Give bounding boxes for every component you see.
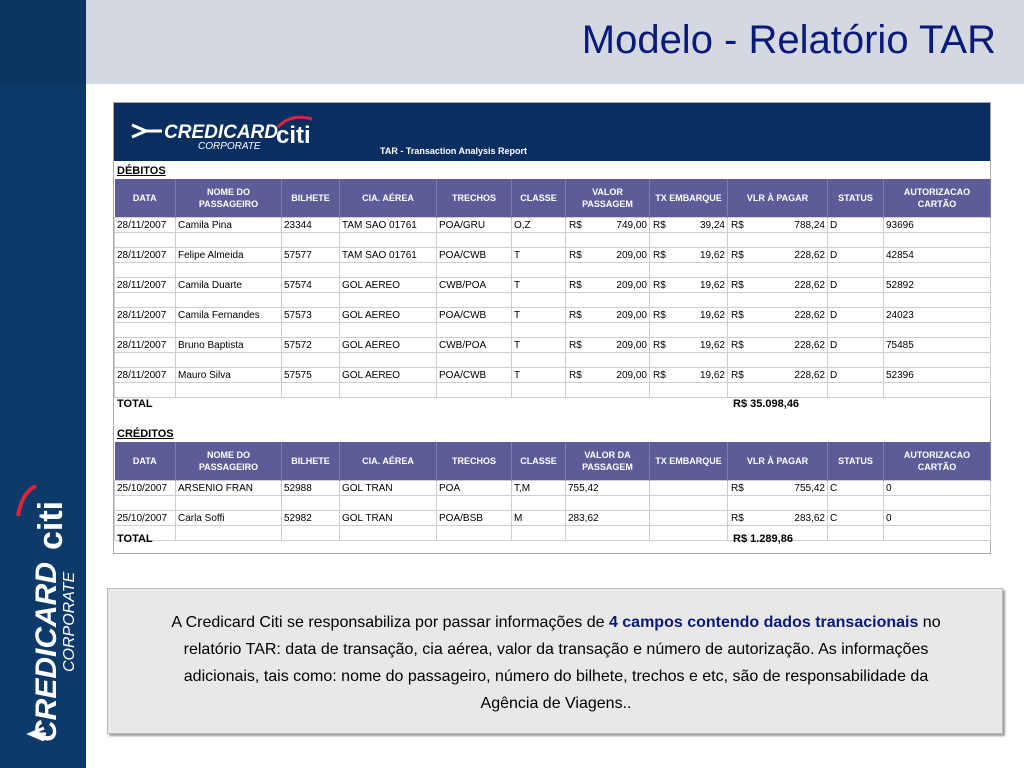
table-row	[115, 338, 991, 353]
empty-cell	[566, 233, 650, 248]
cell-bilhete: 57577	[282, 248, 340, 263]
amount: 228,62	[794, 339, 825, 351]
cell-data: 25/10/2007	[115, 511, 176, 526]
cell-bilhete: 52982	[282, 511, 340, 526]
empty-cell	[115, 353, 176, 368]
spacer-row	[115, 293, 991, 308]
empty-cell	[828, 233, 884, 248]
column-header: NOME DO PASSAGEIRO	[176, 179, 282, 218]
debitos-table	[114, 179, 991, 398]
empty-cell	[828, 383, 884, 398]
cell-aut: 24023	[884, 308, 991, 323]
cell-vlr	[728, 511, 828, 526]
empty-cell	[512, 233, 566, 248]
cell-data: 28/11/2007	[115, 338, 176, 353]
cell-tx	[650, 511, 728, 526]
amount: 283,62	[794, 512, 825, 524]
cell-classe: T	[512, 248, 566, 263]
empty-cell	[340, 383, 437, 398]
empty-cell	[566, 353, 650, 368]
cell-aut: 75485	[884, 338, 991, 353]
currency-symbol: R$	[731, 512, 744, 524]
table-row	[115, 218, 991, 233]
cell-data: 28/11/2007	[115, 308, 176, 323]
cell-status: D	[828, 278, 884, 293]
cell-vlr	[728, 368, 828, 383]
empty-cell	[282, 353, 340, 368]
cell-trechos: POA/CWB	[437, 308, 512, 323]
creditos-total-row	[117, 533, 987, 547]
cell-cia: GOL TRAN	[340, 511, 437, 526]
table-row	[115, 511, 991, 526]
empty-cell	[884, 263, 991, 278]
empty-cell	[115, 263, 176, 278]
empty-cell	[828, 353, 884, 368]
empty-cell	[437, 353, 512, 368]
empty-cell	[566, 293, 650, 308]
amount: 228,62	[794, 279, 825, 291]
cell-nome: Bruno Baptista	[176, 338, 282, 353]
currency-symbol: R$	[653, 339, 666, 351]
empty-cell	[728, 383, 828, 398]
column-header: NOME DO PASSAGEIRO	[176, 442, 282, 481]
banner-citi-text: citi	[276, 122, 311, 149]
cell-nome: ARSENIO FRAN	[176, 481, 282, 496]
cell-vlr	[728, 481, 828, 496]
spacer-row	[115, 383, 991, 398]
cell-aut: 0	[884, 511, 991, 526]
empty-cell	[340, 323, 437, 338]
empty-cell	[650, 293, 728, 308]
empty-cell	[115, 496, 176, 511]
column-header: STATUS	[828, 179, 884, 218]
column-header: BILHETE	[282, 179, 340, 218]
cell-vlr	[728, 308, 828, 323]
empty-cell	[728, 353, 828, 368]
empty-cell	[884, 353, 991, 368]
cell-trechos: POA/CWB	[437, 248, 512, 263]
note-text-after: no relatório TAR: data de transação, cia aérea, valor da transação e número de autorização. As informações adicionais, tais como: nome do passageiro, número do bilhete, trechos e etc, são de responsabilidade da Agência de Viagens..	[183, 614, 941, 712]
cell-bilhete: 23344	[282, 218, 340, 233]
empty-cell	[566, 323, 650, 338]
column-header: DATA	[115, 179, 176, 218]
empty-cell	[512, 353, 566, 368]
empty-cell	[650, 233, 728, 248]
report-subtitle: TAR - Transaction Analysis Report	[380, 146, 528, 156]
spacer-row	[115, 496, 991, 511]
sidebar-citi-text: citi	[32, 500, 70, 550]
tar-report	[113, 102, 991, 554]
cell-valor	[566, 308, 650, 323]
empty-cell	[437, 323, 512, 338]
report-banner	[114, 103, 990, 161]
cell-status: D	[828, 248, 884, 263]
empty-cell	[176, 233, 282, 248]
cell-cia: TAM SAO 01761	[340, 218, 437, 233]
cell-nome: Mauro Silva	[176, 368, 282, 383]
cell-tx	[650, 278, 728, 293]
table-row	[115, 308, 991, 323]
empty-cell	[282, 496, 340, 511]
credicard-citi-vertical-logo	[0, 470, 86, 760]
empty-cell	[650, 383, 728, 398]
empty-cell	[176, 353, 282, 368]
cell-trechos: CWB/POA	[437, 338, 512, 353]
empty-cell	[437, 383, 512, 398]
cell-status: D	[828, 338, 884, 353]
spacer-row	[115, 323, 991, 338]
empty-cell	[282, 383, 340, 398]
column-header: CIA. AÉREA	[340, 179, 437, 218]
empty-cell	[566, 496, 650, 511]
currency-symbol: R$	[569, 309, 582, 321]
banner-brand-sub: CORPORATE	[198, 141, 261, 151]
column-header: AUTORIZACAO CARTÃO	[884, 179, 991, 218]
amount: 19,62	[699, 279, 725, 291]
column-header: CIA. AÉREA	[340, 442, 437, 481]
amount: 228,62	[794, 369, 825, 381]
column-header: TX EMBARQUE	[650, 179, 728, 218]
empty-cell	[340, 496, 437, 511]
slide-header	[86, 0, 1024, 84]
cell-trechos: POA/GRU	[437, 218, 512, 233]
empty-cell	[437, 293, 512, 308]
empty-cell	[437, 233, 512, 248]
cell-nome: Camila Fernandes	[176, 308, 282, 323]
empty-cell	[176, 383, 282, 398]
credicard-citi-logo	[128, 111, 428, 151]
empty-cell	[115, 323, 176, 338]
sidebar-brand-sub: CORPORATE	[61, 571, 78, 672]
cell-valor	[566, 248, 650, 263]
debitos-body	[115, 218, 991, 398]
cell-aut: 93696	[884, 218, 991, 233]
cell-trechos: CWB/POA	[437, 278, 512, 293]
empty-cell	[566, 263, 650, 278]
empty-cell	[437, 263, 512, 278]
column-header: VLR À PAGAR	[728, 179, 828, 218]
empty-cell	[650, 496, 728, 511]
empty-cell	[512, 263, 566, 278]
empty-cell	[728, 233, 828, 248]
creditos-table	[114, 442, 991, 541]
cell-tx	[650, 338, 728, 353]
amount: 209,00	[616, 369, 647, 381]
currency-symbol: R$	[731, 339, 744, 351]
debitos-total-value: R$ 35.098,46	[733, 398, 800, 410]
empty-cell	[512, 293, 566, 308]
cell-tx	[650, 248, 728, 263]
currency-symbol: R$	[653, 279, 666, 291]
cell-data: 28/11/2007	[115, 368, 176, 383]
amount: 228,62	[794, 249, 825, 261]
cell-trechos: POA	[437, 481, 512, 496]
spacer-row	[115, 353, 991, 368]
cell-bilhete: 57575	[282, 368, 340, 383]
page-title: Modelo - Relatório TAR	[581, 18, 996, 62]
info-note	[107, 588, 1003, 734]
note-text-before: A Credicard Citi se responsabiliza por passar informações de	[171, 614, 609, 631]
currency-symbol: R$	[569, 249, 582, 261]
empty-cell	[884, 383, 991, 398]
cell-valor: 755,42	[566, 481, 650, 496]
cell-data: 25/10/2007	[115, 481, 176, 496]
currency-symbol: R$	[569, 369, 582, 381]
empty-cell	[650, 263, 728, 278]
amount: 755,42	[794, 482, 825, 494]
cell-classe: T	[512, 368, 566, 383]
empty-cell	[282, 233, 340, 248]
cell-vlr	[728, 278, 828, 293]
cell-cia: GOL AEREO	[340, 308, 437, 323]
column-header: TX EMBARQUE	[650, 442, 728, 481]
creditos-body	[115, 481, 991, 541]
cell-cia: GOL TRAN	[340, 481, 437, 496]
debitos-total-label: TOTAL	[117, 398, 153, 410]
empty-cell	[650, 353, 728, 368]
empty-cell	[828, 263, 884, 278]
cell-classe: T,M	[512, 481, 566, 496]
debitos-total-row	[117, 398, 987, 412]
empty-cell	[884, 496, 991, 511]
currency-symbol: R$	[731, 279, 744, 291]
amount: 209,00	[616, 309, 647, 321]
amount: 788,24	[794, 219, 825, 231]
info-note-text	[158, 609, 954, 717]
empty-cell	[437, 496, 512, 511]
cell-aut: 0	[884, 481, 991, 496]
empty-cell	[512, 496, 566, 511]
empty-cell	[340, 293, 437, 308]
cell-aut: 42854	[884, 248, 991, 263]
empty-cell	[728, 293, 828, 308]
currency-symbol: R$	[731, 219, 744, 231]
currency-symbol: R$	[569, 339, 582, 351]
empty-cell	[828, 323, 884, 338]
empty-cell	[115, 383, 176, 398]
cell-valor	[566, 338, 650, 353]
cell-cia: GOL AEREO	[340, 278, 437, 293]
cell-classe: O,Z	[512, 218, 566, 233]
currency-symbol: R$	[731, 369, 744, 381]
column-header: TRECHOS	[437, 179, 512, 218]
currency-symbol: R$	[569, 279, 582, 291]
empty-cell	[884, 323, 991, 338]
cell-nome: Carla Soffi	[176, 511, 282, 526]
cell-data: 28/11/2007	[115, 248, 176, 263]
amount: 19,62	[699, 309, 725, 321]
amount: 228,62	[794, 309, 825, 321]
sidebar-top-block	[0, 0, 86, 84]
amount: 39,24	[699, 219, 725, 231]
cell-bilhete: 57572	[282, 338, 340, 353]
table-row	[115, 481, 991, 496]
debitos-header-row	[115, 179, 991, 218]
empty-cell	[176, 263, 282, 278]
creditos-total-value: R$ 1.289,86	[733, 533, 793, 545]
cell-valor	[566, 278, 650, 293]
cell-vlr	[728, 248, 828, 263]
column-header: BILHETE	[282, 442, 340, 481]
column-header: VLR À PAGAR	[728, 442, 828, 481]
empty-cell	[176, 323, 282, 338]
cell-bilhete: 57574	[282, 278, 340, 293]
empty-cell	[728, 323, 828, 338]
currency-symbol: R$	[653, 369, 666, 381]
empty-cell	[728, 263, 828, 278]
note-bold-text: 4 campos contendo dados transacionais	[608, 614, 919, 631]
cell-classe: T	[512, 308, 566, 323]
empty-cell	[512, 323, 566, 338]
amount: 209,00	[616, 279, 647, 291]
empty-cell	[282, 323, 340, 338]
spacer-row	[115, 233, 991, 248]
amount: 749,00	[616, 219, 647, 231]
cell-classe: M	[512, 511, 566, 526]
column-header: CLASSE	[512, 179, 566, 218]
column-header: TRECHOS	[437, 442, 512, 481]
column-header: DATA	[115, 442, 176, 481]
empty-cell	[340, 233, 437, 248]
cell-nome: Felipe Almeida	[176, 248, 282, 263]
table-row	[115, 248, 991, 263]
amount: 209,00	[616, 249, 647, 261]
currency-symbol: R$	[731, 309, 744, 321]
empty-cell	[728, 496, 828, 511]
empty-cell	[282, 293, 340, 308]
empty-cell	[115, 233, 176, 248]
column-header: VALOR DA PASSAGEM	[566, 442, 650, 481]
currency-symbol: R$	[569, 219, 582, 231]
column-header: VALOR PASSAGEM	[566, 179, 650, 218]
empty-cell	[176, 293, 282, 308]
empty-cell	[282, 263, 340, 278]
cell-vlr	[728, 218, 828, 233]
empty-cell	[884, 233, 991, 248]
empty-cell	[828, 496, 884, 511]
cell-cia: TAM SAO 01761	[340, 248, 437, 263]
cell-vlr	[728, 338, 828, 353]
credicard-swoosh-icon	[132, 125, 162, 137]
empty-cell	[884, 293, 991, 308]
cell-classe: T	[512, 278, 566, 293]
cell-status: C	[828, 511, 884, 526]
cell-aut: 52892	[884, 278, 991, 293]
empty-cell	[115, 293, 176, 308]
cell-status: D	[828, 218, 884, 233]
cell-tx	[650, 218, 728, 233]
cell-bilhete: 57573	[282, 308, 340, 323]
sidebar	[0, 0, 86, 768]
cell-aut: 52396	[884, 368, 991, 383]
cell-data: 28/11/2007	[115, 218, 176, 233]
amount: 19,62	[699, 369, 725, 381]
cell-valor	[566, 218, 650, 233]
table-row	[115, 278, 991, 293]
sidebar-brand-main: CREDICARD	[30, 562, 63, 742]
currency-symbol: R$	[653, 219, 666, 231]
empty-cell	[340, 353, 437, 368]
empty-cell	[512, 383, 566, 398]
cell-nome: Camila Duarte	[176, 278, 282, 293]
empty-cell	[340, 263, 437, 278]
debitos-label: DÉBITOS	[117, 165, 166, 177]
cell-status: D	[828, 308, 884, 323]
cell-tx	[650, 368, 728, 383]
currency-symbol: R$	[653, 309, 666, 321]
column-header: STATUS	[828, 442, 884, 481]
cell-bilhete: 52988	[282, 481, 340, 496]
currency-symbol: R$	[731, 482, 744, 494]
cell-cia: GOL AEREO	[340, 368, 437, 383]
cell-status: D	[828, 368, 884, 383]
cell-trechos: POA/BSB	[437, 511, 512, 526]
cell-valor: 283,62	[566, 511, 650, 526]
empty-cell	[176, 496, 282, 511]
column-header: AUTORIZACAO CARTÃO	[884, 442, 991, 481]
empty-cell	[650, 323, 728, 338]
cell-data: 28/11/2007	[115, 278, 176, 293]
empty-cell	[566, 383, 650, 398]
table-row	[115, 368, 991, 383]
currency-symbol: R$	[653, 249, 666, 261]
cell-classe: T	[512, 338, 566, 353]
currency-symbol: R$	[731, 249, 744, 261]
amount: 209,00	[616, 339, 647, 351]
empty-cell	[828, 293, 884, 308]
column-header: CLASSE	[512, 442, 566, 481]
cell-cia: GOL AEREO	[340, 338, 437, 353]
cell-nome: Camila Pina	[176, 218, 282, 233]
banner-brand-main: CREDICARD	[164, 122, 278, 143]
amount: 19,62	[699, 249, 725, 261]
cell-status: C	[828, 481, 884, 496]
spacer-row	[115, 263, 991, 278]
cell-valor	[566, 368, 650, 383]
cell-trechos: POA/CWB	[437, 368, 512, 383]
cell-tx	[650, 481, 728, 496]
creditos-label: CRÉDITOS	[117, 428, 174, 440]
amount: 19,62	[699, 339, 725, 351]
creditos-header-row	[115, 442, 991, 481]
cell-tx	[650, 308, 728, 323]
creditos-total-label: TOTAL	[117, 533, 153, 545]
